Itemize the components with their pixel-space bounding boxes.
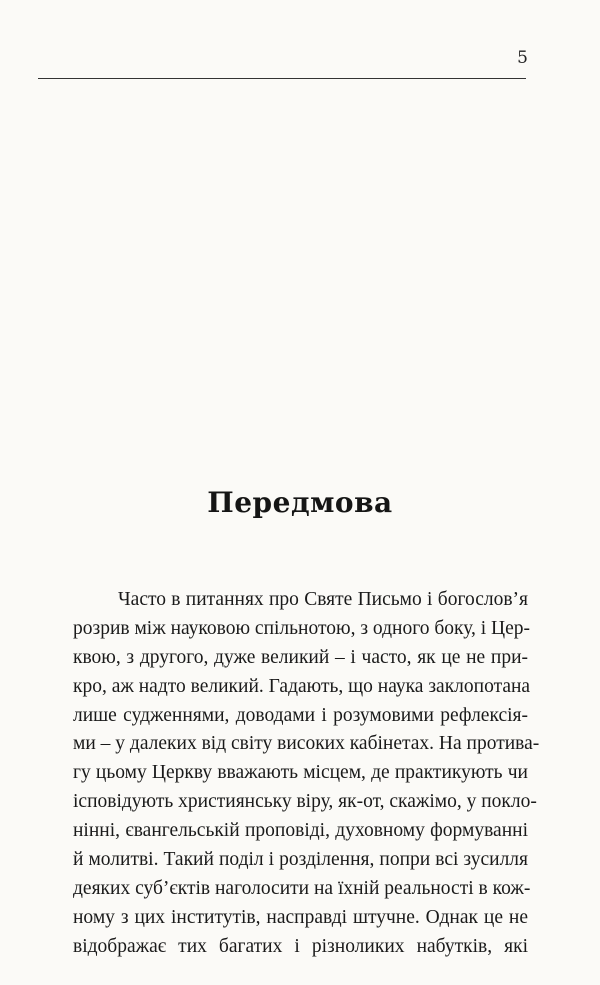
text-line: кро, аж надто великий. Гадають, що наука заклопотана bbox=[73, 675, 531, 697]
chapter-title: Передмова bbox=[207, 486, 393, 519]
page-number: 5 bbox=[517, 48, 528, 68]
text-line: Часто в питаннях про Святе Письмо і богослов’я bbox=[118, 589, 528, 610]
text-line: нінні, євангельській проповіді, духовному формуванні bbox=[73, 820, 528, 842]
text-line: й молитві. Такий поділ і розділення, попри всі зусилля bbox=[73, 849, 528, 871]
text-line: квою, з другого, дуже великий – і часто, як це не при- bbox=[73, 646, 528, 668]
body-paragraph bbox=[73, 586, 540, 962]
text-line: ісповідують християнську віру, як-от, скажімо, у покло- bbox=[73, 791, 537, 813]
text-line: відображає тих багатих і різноликих набутків, які bbox=[73, 935, 528, 957]
text-line: деяких суб’єктів наголосити на їхній реальності в кож- bbox=[73, 877, 531, 899]
text-line: лише судженнями, доводами і розумовими рефлексія- bbox=[73, 704, 528, 726]
text-line: ному з цих інститутів, насправді штучне. Однак це не bbox=[73, 906, 528, 928]
text-line: гу цьому Церкву вважають місцем, де практикують чи bbox=[73, 762, 528, 784]
text-line: ми – у далеких від світу високих кабінетах. На протива- bbox=[73, 733, 540, 755]
header-rule bbox=[38, 78, 526, 79]
text-line: розрив між науковою спільнотою, з одного боку, і Цер- bbox=[73, 617, 531, 639]
